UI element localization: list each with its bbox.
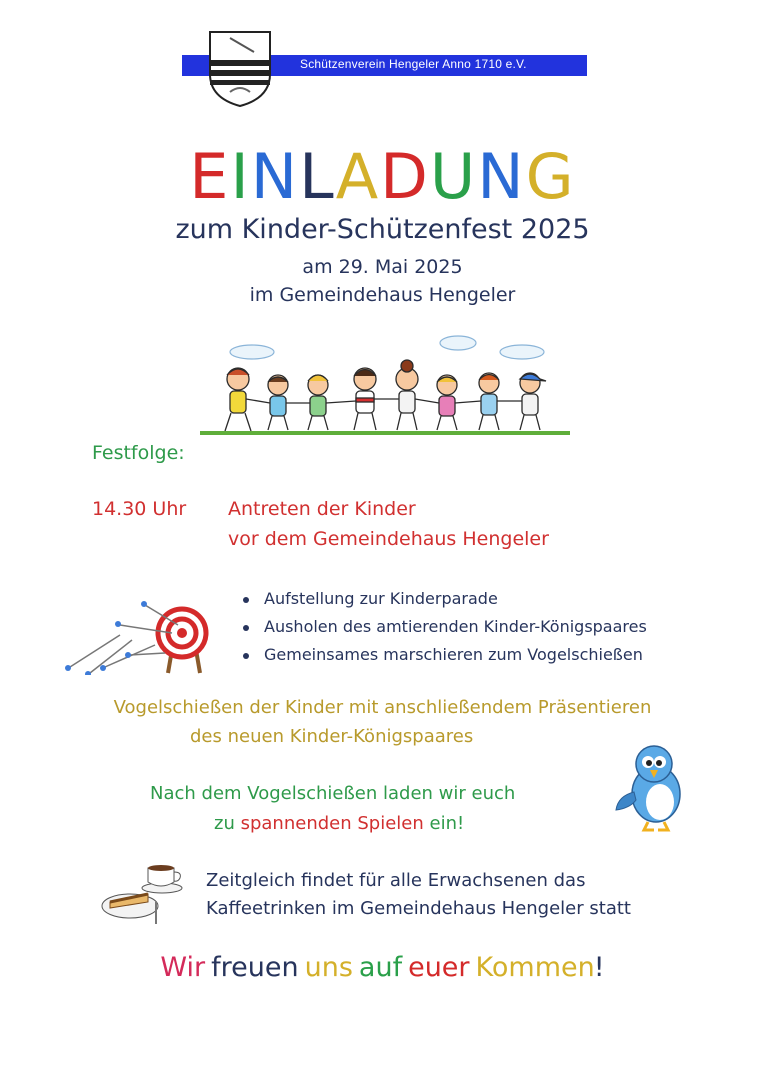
title-letter: E <box>189 140 231 213</box>
title-letter: N <box>477 140 526 213</box>
club-name: Schützenverein Hengeler Anno 1710 e.V. <box>300 57 527 71</box>
archery-target-icon <box>60 595 220 675</box>
list-item: Aufstellung zur Kinderparade <box>238 585 647 613</box>
closing-word: uns <box>304 952 353 983</box>
coffee-line-1: Zeitgleich findet für alle Erwachsenen das <box>206 870 586 891</box>
closing-word: Kommen <box>475 952 595 983</box>
list-item: Ausholen des amtierenden Kinder-Königspaares <box>238 613 647 641</box>
closing-line <box>0 952 765 983</box>
games-post: ein! <box>429 813 465 834</box>
title-letter: N <box>250 140 300 213</box>
closing-word: Wir <box>160 952 206 983</box>
bird-icon <box>612 740 692 835</box>
games-line-2 <box>214 813 464 834</box>
event-place: im Gemeindehaus Hengeler <box>249 284 516 306</box>
club-crest-icon <box>208 30 272 108</box>
closing-word: auf <box>358 952 403 983</box>
start-time: 14.30 Uhr <box>92 498 187 520</box>
title-letter: A <box>335 140 381 213</box>
coffee-cake-icon <box>100 858 190 928</box>
event-line-2: vor dem Gemeindehaus Hengeler <box>228 528 549 550</box>
children-illustration <box>200 335 570 440</box>
closing-word: freuen <box>211 952 299 983</box>
coffee-line-2: Kaffeetrinken im Gemeindehaus Hengeler statt <box>206 898 631 919</box>
title-letter: L <box>299 140 336 213</box>
title-letter: D <box>380 140 430 213</box>
page-title <box>0 140 765 213</box>
closing-word: euer <box>408 952 470 983</box>
event-line-1: Antreten der Kinder <box>228 498 416 520</box>
vogelschiessen-line-1: Vogelschießen der Kinder mit anschließendem Präsentieren <box>113 697 652 718</box>
games-pre: zu <box>214 813 235 834</box>
program-items <box>238 585 647 669</box>
games-line-1: Nach dem Vogelschießen laden wir euch <box>150 783 516 804</box>
vogelschiessen-line-2: des neuen Kinder-Königspaares <box>190 726 474 747</box>
list-item: Gemeinsames marschieren zum Vogelschießen <box>238 641 647 669</box>
subtitle: zum Kinder-Schützenfest 2025 <box>175 214 590 245</box>
event-date: am 29. Mai 2025 <box>302 256 463 278</box>
closing-word: ! <box>593 952 605 983</box>
games-highlight: spannenden Spielen <box>240 813 424 834</box>
title-letter: I <box>230 140 251 213</box>
title-letter: U <box>429 140 478 213</box>
title-letter: G <box>525 140 576 213</box>
program-label: Festfolge: <box>92 442 185 464</box>
